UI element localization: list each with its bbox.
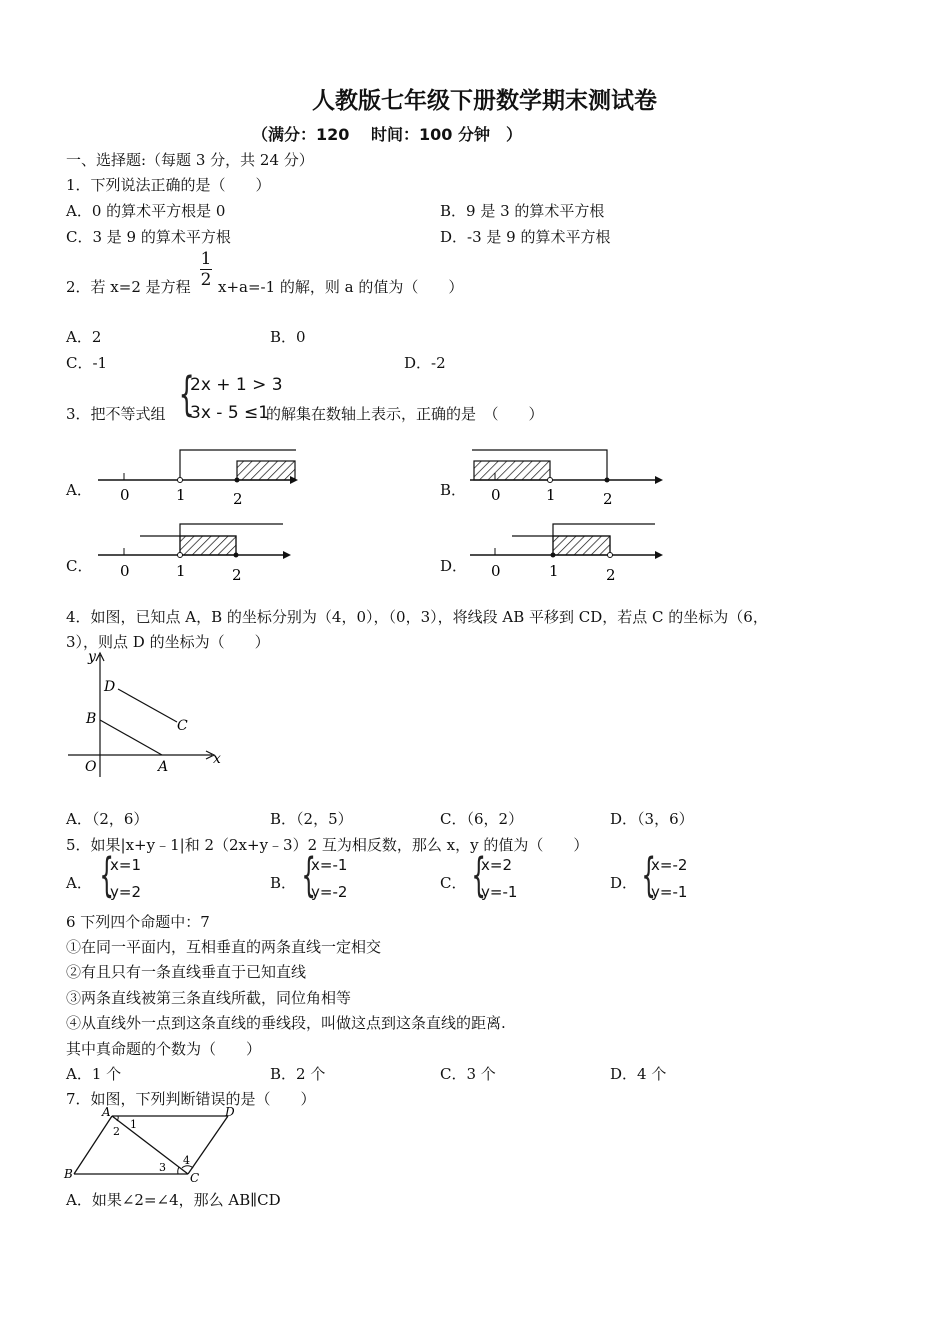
angle-2-label: 2 [113,1125,120,1138]
number-line-a [98,450,298,508]
angle-1-label: 1 [130,1118,137,1131]
q4-option-a: A．（2，6） [66,810,149,828]
q6-option-a: A．1 个 [66,1065,122,1083]
q6-statement-4: ④从直线外一点到这条直线的垂线段，叫做这点到这条直线的距离. [66,1014,506,1032]
q3-stem-post: 的解集在数轴上表示，正确的是 （ ） [266,405,544,423]
tick-0: 0 [120,486,130,504]
q5-stem: 5．如果|x+y﹣1|和 2（2x+y﹣3）2 互为相反数，那么 x，y 的值为（ ） [66,836,589,854]
q5-a-eq2: y=2 [110,883,141,901]
parallelogram-figure [62,1104,242,1184]
q5-c-eq1: x=2 [481,856,512,874]
angle-4-label: 4 [183,1154,190,1167]
inequality-2: 3x - 5 ≤1 [190,403,270,423]
system-brace: { [641,848,656,902]
system-brace: { [99,848,114,902]
q5-b-eq1: x=-1 [311,856,348,874]
page-title: 人教版七年级下册数学期末测试卷 [312,88,657,114]
q5-d-eq2: y=-1 [651,883,688,901]
q7-stem: 7．如图，下列判断错误的是（ ） [66,1090,316,1108]
q2-option-b: B．0 [270,328,306,346]
section-heading: 一、选择题:（每题 3 分，共 24 分） [66,151,314,169]
q6-statement-2: ②有且只有一条直线垂直于已知直线 [66,963,307,981]
vertex-a-label: A [102,1105,111,1119]
origin-label: O [85,759,97,775]
tick-0: 0 [120,562,130,580]
fraction-denominator: 2 [200,270,212,290]
q4-option-b: B．（2，5） [270,810,353,828]
q3-option-a-label: A． [66,481,92,499]
q5-b-eq2: y=-2 [311,883,348,901]
q5-option-a-label: A． [66,874,92,892]
coordinate-figure [60,645,230,785]
q5-c-eq2: y=-1 [481,883,518,901]
tick-0: 0 [491,562,501,580]
system-brace: { [178,367,195,421]
tick-2: 2 [233,490,243,508]
q6-statement-3: ③两条直线被第三条直线所截，同位角相等 [66,989,352,1007]
system-brace: { [301,848,316,902]
tick-1: 1 [546,486,556,504]
angle-3-label: 3 [159,1161,166,1174]
q1-option-d: D．-3 是 9 的算术平方根 [440,228,611,246]
q5-option-b-label: B． [270,874,297,892]
number-line-figures [0,0,950,600]
tick-2: 2 [603,490,613,508]
tick-2: 2 [606,566,616,584]
q3-stem-pre: 3．把不等式组 [66,405,166,423]
number-line-d [470,524,663,584]
q6-stem: 6 下列四个命题中：7 [66,913,210,931]
q6-statement-1: ①在同一平面内，互相垂直的两条直线一定相交 [66,938,382,956]
q3-option-b-label: B． [440,481,467,499]
q4-stem-line2: 3），则点 D 的坐标为（ ） [66,633,270,651]
q6-option-d: D．4 个 [610,1065,667,1083]
point-d-label: D [104,679,116,695]
q5-option-d-label: D． [610,874,638,892]
q3-option-c-label: C． [66,557,93,575]
q5-d-eq1: x=-2 [651,856,688,874]
q1-option-b: B．9 是 3 的算术平方根 [440,202,605,220]
vertex-c-label: C [190,1171,200,1184]
q3-option-d-label: D． [440,557,468,575]
point-c-label: C [177,718,188,734]
tick-2: 2 [232,566,242,584]
point-b-label: B [86,711,97,727]
axis-x-label: x [213,751,221,767]
q5-a-eq1: x=1 [110,856,141,874]
q4-option-c: C．（6，2） [440,810,524,828]
axis-y-label: y [88,649,96,665]
number-line-c [98,524,291,584]
inequality-1: 2x + 1 > 3 [190,375,283,395]
q7-option-a: A．如果∠2=∠4，那么 AB∥CD [66,1191,281,1209]
q2-stem-post: x+a=-1 的解，则 a 的值为（ ） [218,278,464,296]
exam-subtitle: （满分：120 时间：100 分钟 ） [252,125,522,144]
q2-option-a: A．2 [66,328,102,346]
system-brace: { [471,848,486,902]
vertex-b-label: B [64,1167,73,1181]
q2-option-c: C．-1 [66,354,108,372]
q6-option-c: C．3 个 [440,1065,496,1083]
tick-1: 1 [176,562,186,580]
q1-option-c: C．3 是 9 的算术平方根 [66,228,231,246]
q4-stem-line1: 4．如图，已知点 A，B 的坐标分别为（4，0），（0，3），将线段 AB 平移到 CD，若点 C 的坐标为（6， [66,608,768,626]
q6-option-b: B．2 个 [270,1065,326,1083]
number-line-b [470,450,663,508]
q2-option-d: D．-2 [404,354,446,372]
point-a-label: A [158,759,169,775]
fraction-numerator: 1 [200,249,212,269]
vertex-d-label: D [225,1105,235,1119]
q2-stem-pre: 2．若 x=2 是方程 [66,278,191,296]
q4-option-d: D．（3，6） [610,810,694,828]
q1-stem: 1．下列说法正确的是（ ） [66,176,271,194]
tick-1: 1 [176,486,186,504]
tick-0: 0 [491,486,501,504]
q5-option-c-label: C． [440,874,467,892]
tick-1: 1 [549,562,559,580]
q6-ask: 其中真命题的个数为（ ） [66,1040,262,1058]
q1-option-a: A．0 的算术平方根是 0 [66,202,226,220]
